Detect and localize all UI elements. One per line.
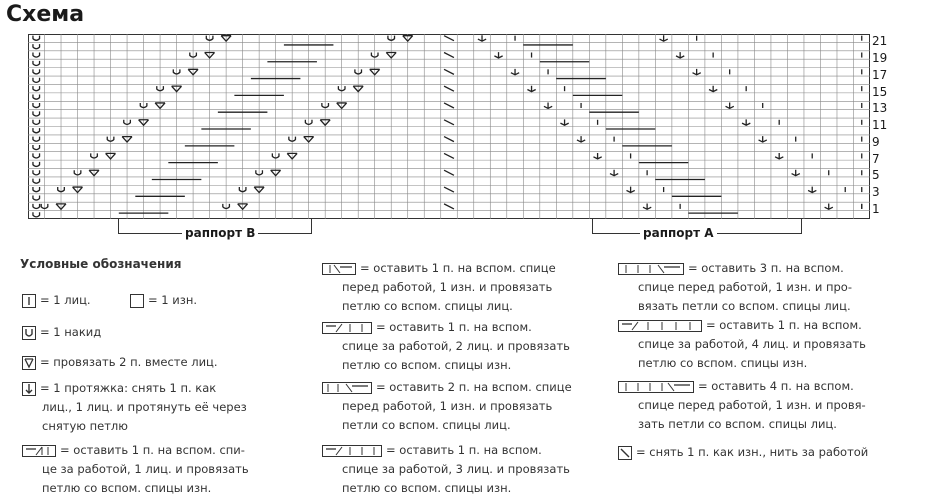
cross-4f-1-icon [618, 381, 694, 393]
page-title: Схема [6, 2, 85, 27]
purl-symbol-icon [130, 294, 144, 308]
cross-3f-1-icon [618, 263, 684, 275]
knit-symbol-icon [22, 294, 36, 308]
cross-1b-4-icon [618, 320, 702, 332]
row-number: 9 [872, 135, 880, 149]
slip-symbol-icon [618, 446, 632, 460]
row-number: 19 [872, 51, 888, 65]
legend-cross-1-back-3-purl: = оставить 1 п. на вспом. спице за работой, 3 лиц. и провязать петлю со вспом. спицы изн. [322, 441, 570, 498]
row-number: 13 [872, 101, 888, 115]
row-number: 17 [872, 68, 888, 82]
legend-cross-1-front-1-knit: = оставить 1 п. на вспом. спице перед работой, 1 изн. и провязать петлю со вспом. спицы лиц. [322, 259, 556, 316]
legend-k2tog: = провязать 2 п. вместе лиц. [22, 353, 218, 372]
rapport-b-label: раппорт В [182, 226, 258, 240]
row-number: 1 [872, 202, 880, 216]
cross-1f-1-icon [322, 263, 356, 275]
legend-slip: = снять 1 п. как изн., нить за работой [618, 443, 868, 462]
legend-cross-2-front-1-knit: = оставить 2 п. на вспом. спице перед работой, 1 изн. и провязать петли со вспом. спицы лиц. [322, 378, 572, 435]
legend-pull: = 1 протяжка: снять 1 п. как лиц., 1 лиц. и протянуть её через снятую петлю [22, 379, 247, 436]
row-number: 21 [872, 34, 888, 48]
legend-cross-3-front-1-knit: = оставить 3 п. на вспом. спице перед работой, 1 изн. и про- вязать петли со вспом. спицы лиц. [618, 259, 852, 316]
legend-yarnover: = 1 накид [22, 323, 101, 342]
legend-heading: Условные обозначения [20, 257, 182, 271]
rapport-a-label: раппорт А [640, 226, 717, 240]
row-number: 15 [872, 85, 888, 99]
row-number: 3 [872, 185, 880, 199]
legend-knit: = 1 лиц. [22, 291, 91, 310]
legend-purl: = 1 изн. [130, 291, 197, 310]
pull-through-symbol-icon [22, 382, 36, 396]
knitting-chart [28, 34, 870, 219]
legend-cross-1-back-1-purl: = оставить 1 п. на вспом. спи- це за работой, 1 лиц. и провязать петлю со вспом. спицы изн. [22, 441, 249, 498]
row-number: 5 [872, 168, 880, 182]
cross-1b-2-icon [322, 322, 372, 334]
cross-1b-3-icon [322, 445, 382, 457]
yarnover-symbol-icon [22, 326, 36, 340]
cross-1b-1-icon [22, 445, 56, 457]
legend-cross-1-back-4-purl: = оставить 1 п. на вспом. спице за работой, 4 лиц. и провязать петлю со вспом. спицы изн. [618, 316, 866, 373]
k2tog-symbol-icon [22, 356, 36, 370]
row-number: 11 [872, 118, 888, 132]
legend-cross-1-back-2-purl: = оставить 1 п. на вспом. спице за работой, 2 лиц. и провязать петлю со вспом. спицы изн. [322, 318, 570, 375]
legend-cross-4-front-1-knit: = оставить 4 п. на вспом. спице перед работой, 1 изн. и провя- зать петли со вспом. спицы лиц. [618, 377, 866, 434]
cross-2f-1-icon [322, 382, 372, 394]
row-number: 7 [872, 152, 880, 166]
